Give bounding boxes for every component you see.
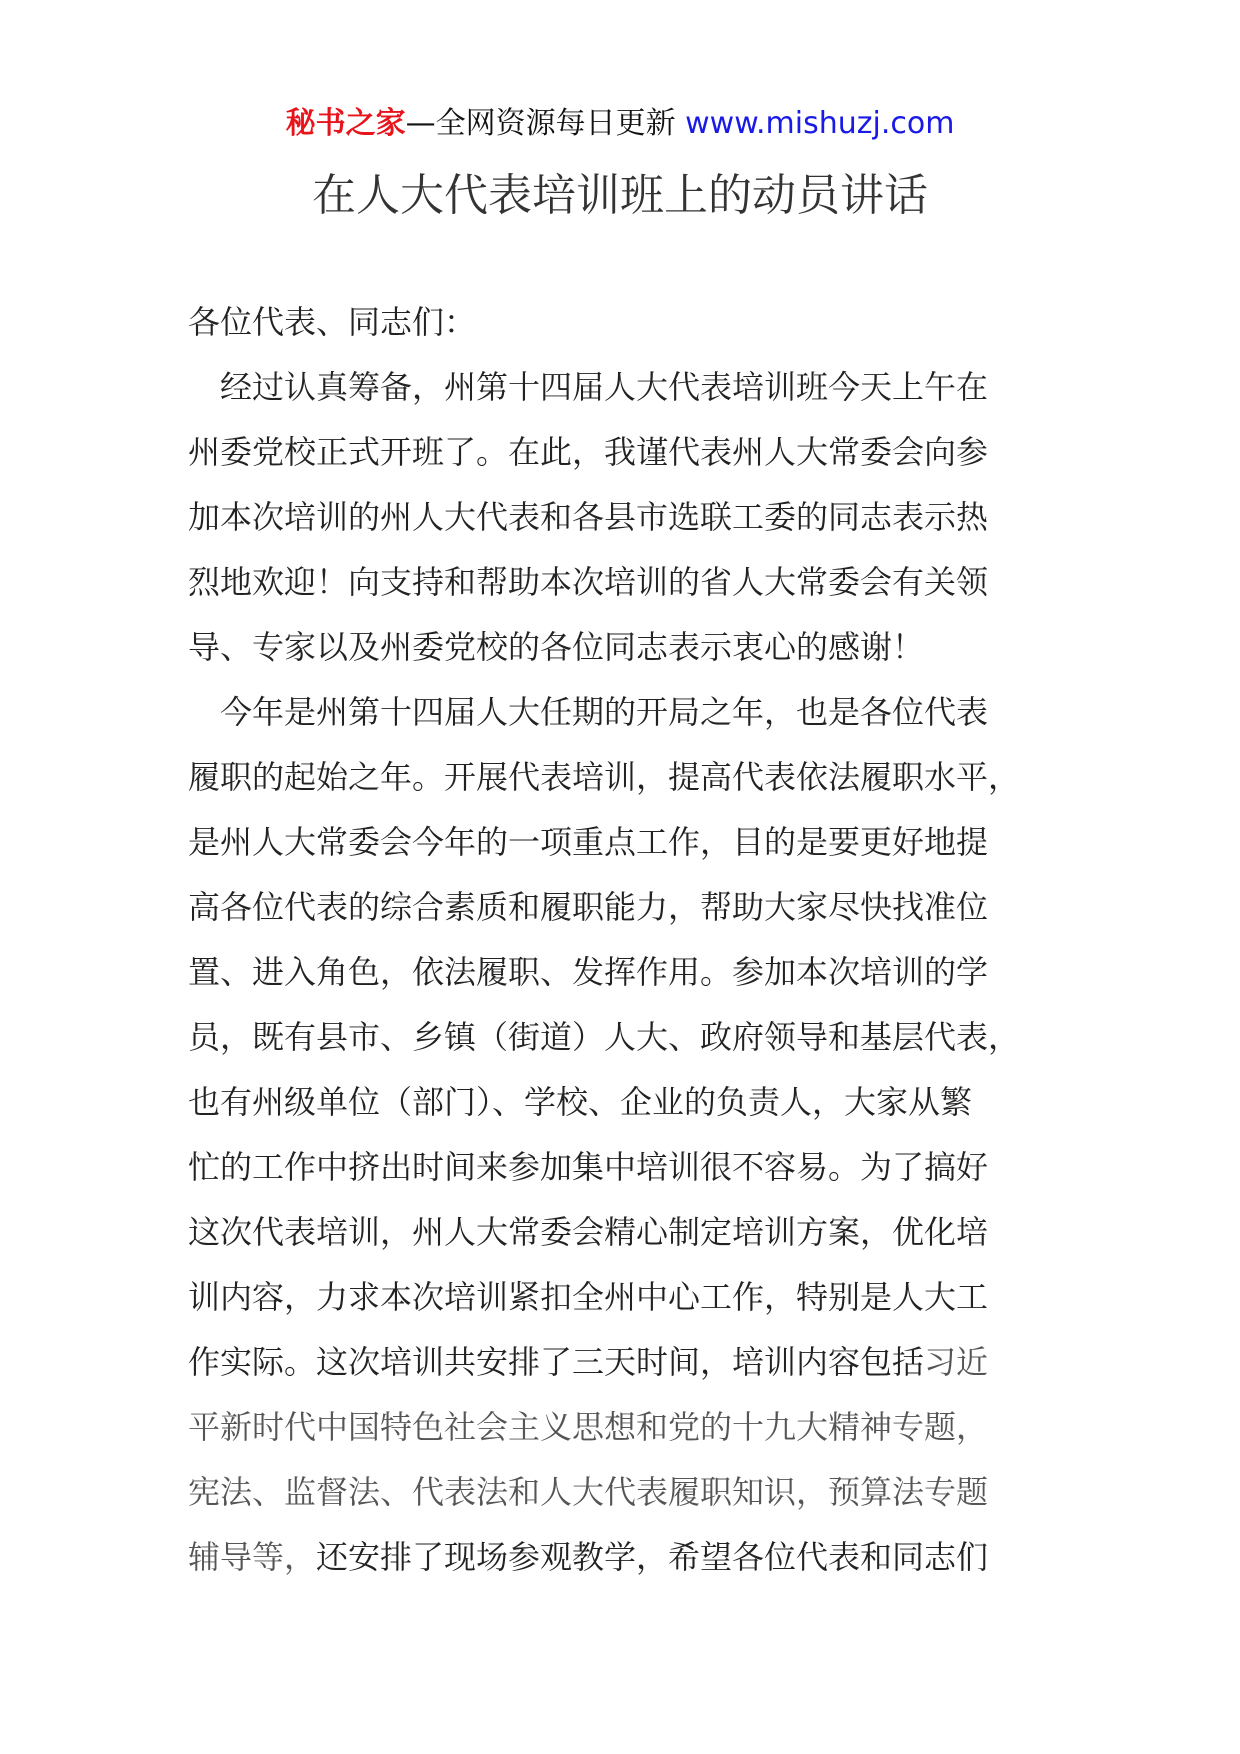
paragraph-line: 训内容，力求本次培训紧扣全州中心工作，特别是人大工 xyxy=(188,1278,989,1316)
paragraph-line: 州委党校正式开班了。在此，我谨代表州人大常委会向参 xyxy=(188,433,989,471)
paragraph-line: 导、专家以及州委党校的各位同志表示衷心的感谢！ xyxy=(188,628,925,666)
salutation: 各位代表、同志们： xyxy=(188,303,477,341)
paragraph-line: 这次代表培训，州人大常委会精心制定培训方案，优化培 xyxy=(188,1213,989,1251)
paragraph-line-muted: 宪法、监督法、代表法和人大代表履职知识，预算法专题 xyxy=(188,1473,989,1511)
paragraph-line: 也有州级单位（部门）、学校、企业的负责人，大家从繁 xyxy=(188,1083,973,1121)
paragraph-line: 高各位代表的综合素质和履职能力，帮助大家尽快找准位 xyxy=(188,888,989,926)
paragraph-text: 还安排了现场参观教学，希望各位代表和同志们 xyxy=(316,1538,989,1576)
paragraph-line: 履职的起始之年。开展代表培训，提高代表依法履职水平， xyxy=(188,758,1021,796)
document-title: 在人大代表培训班上的动员讲话 xyxy=(312,170,928,221)
site-header xyxy=(0,104,1240,144)
paragraph-line: 加本次培训的州人大代表和各县市选联工委的同志表示热 xyxy=(188,498,989,536)
paragraph-line: 员，既有县市、乡镇（街道）人大、政府领导和基层代表， xyxy=(188,1018,1021,1056)
paragraph-line xyxy=(188,1525,1068,1590)
paragraph-line: 经过认真筹备，州第十四届人大代表培训班今天上午在 xyxy=(188,368,989,406)
paragraph-line: 置、进入角色，依法履职、发挥作用。参加本次培训的学 xyxy=(188,953,989,991)
paragraph-line-muted: 平新时代中国特色社会主义思想和党的十九大精神专题， xyxy=(188,1408,989,1446)
paragraph-text-muted: 习近 xyxy=(924,1343,989,1381)
document-body xyxy=(188,290,1068,1590)
site-url-link[interactable]: www.mishuzj.com xyxy=(685,106,955,141)
paragraph-line: 今年是州第十四届人大任期的开局之年，也是各位代表 xyxy=(188,693,989,731)
paragraph-line: 忙的工作中挤出时间来参加集中培训很不容易。为了搞好 xyxy=(188,1148,989,1186)
paragraph-line: 烈地欢迎！向支持和帮助本次培训的省人大常委会有关领 xyxy=(188,563,989,601)
paragraph-line: 是州人大常委会今年的一项重点工作，目的是要更好地提 xyxy=(188,823,989,861)
paragraph-text-muted: 辅导等， xyxy=(188,1538,317,1576)
paragraph-line xyxy=(188,1330,1068,1395)
site-slogan: —全网资源每日更新 xyxy=(405,106,686,141)
paragraph-text: 作实际。这次培训共安排了三天时间，培训内容包括 xyxy=(188,1343,925,1381)
site-brand: 秘书之家 xyxy=(285,106,406,141)
